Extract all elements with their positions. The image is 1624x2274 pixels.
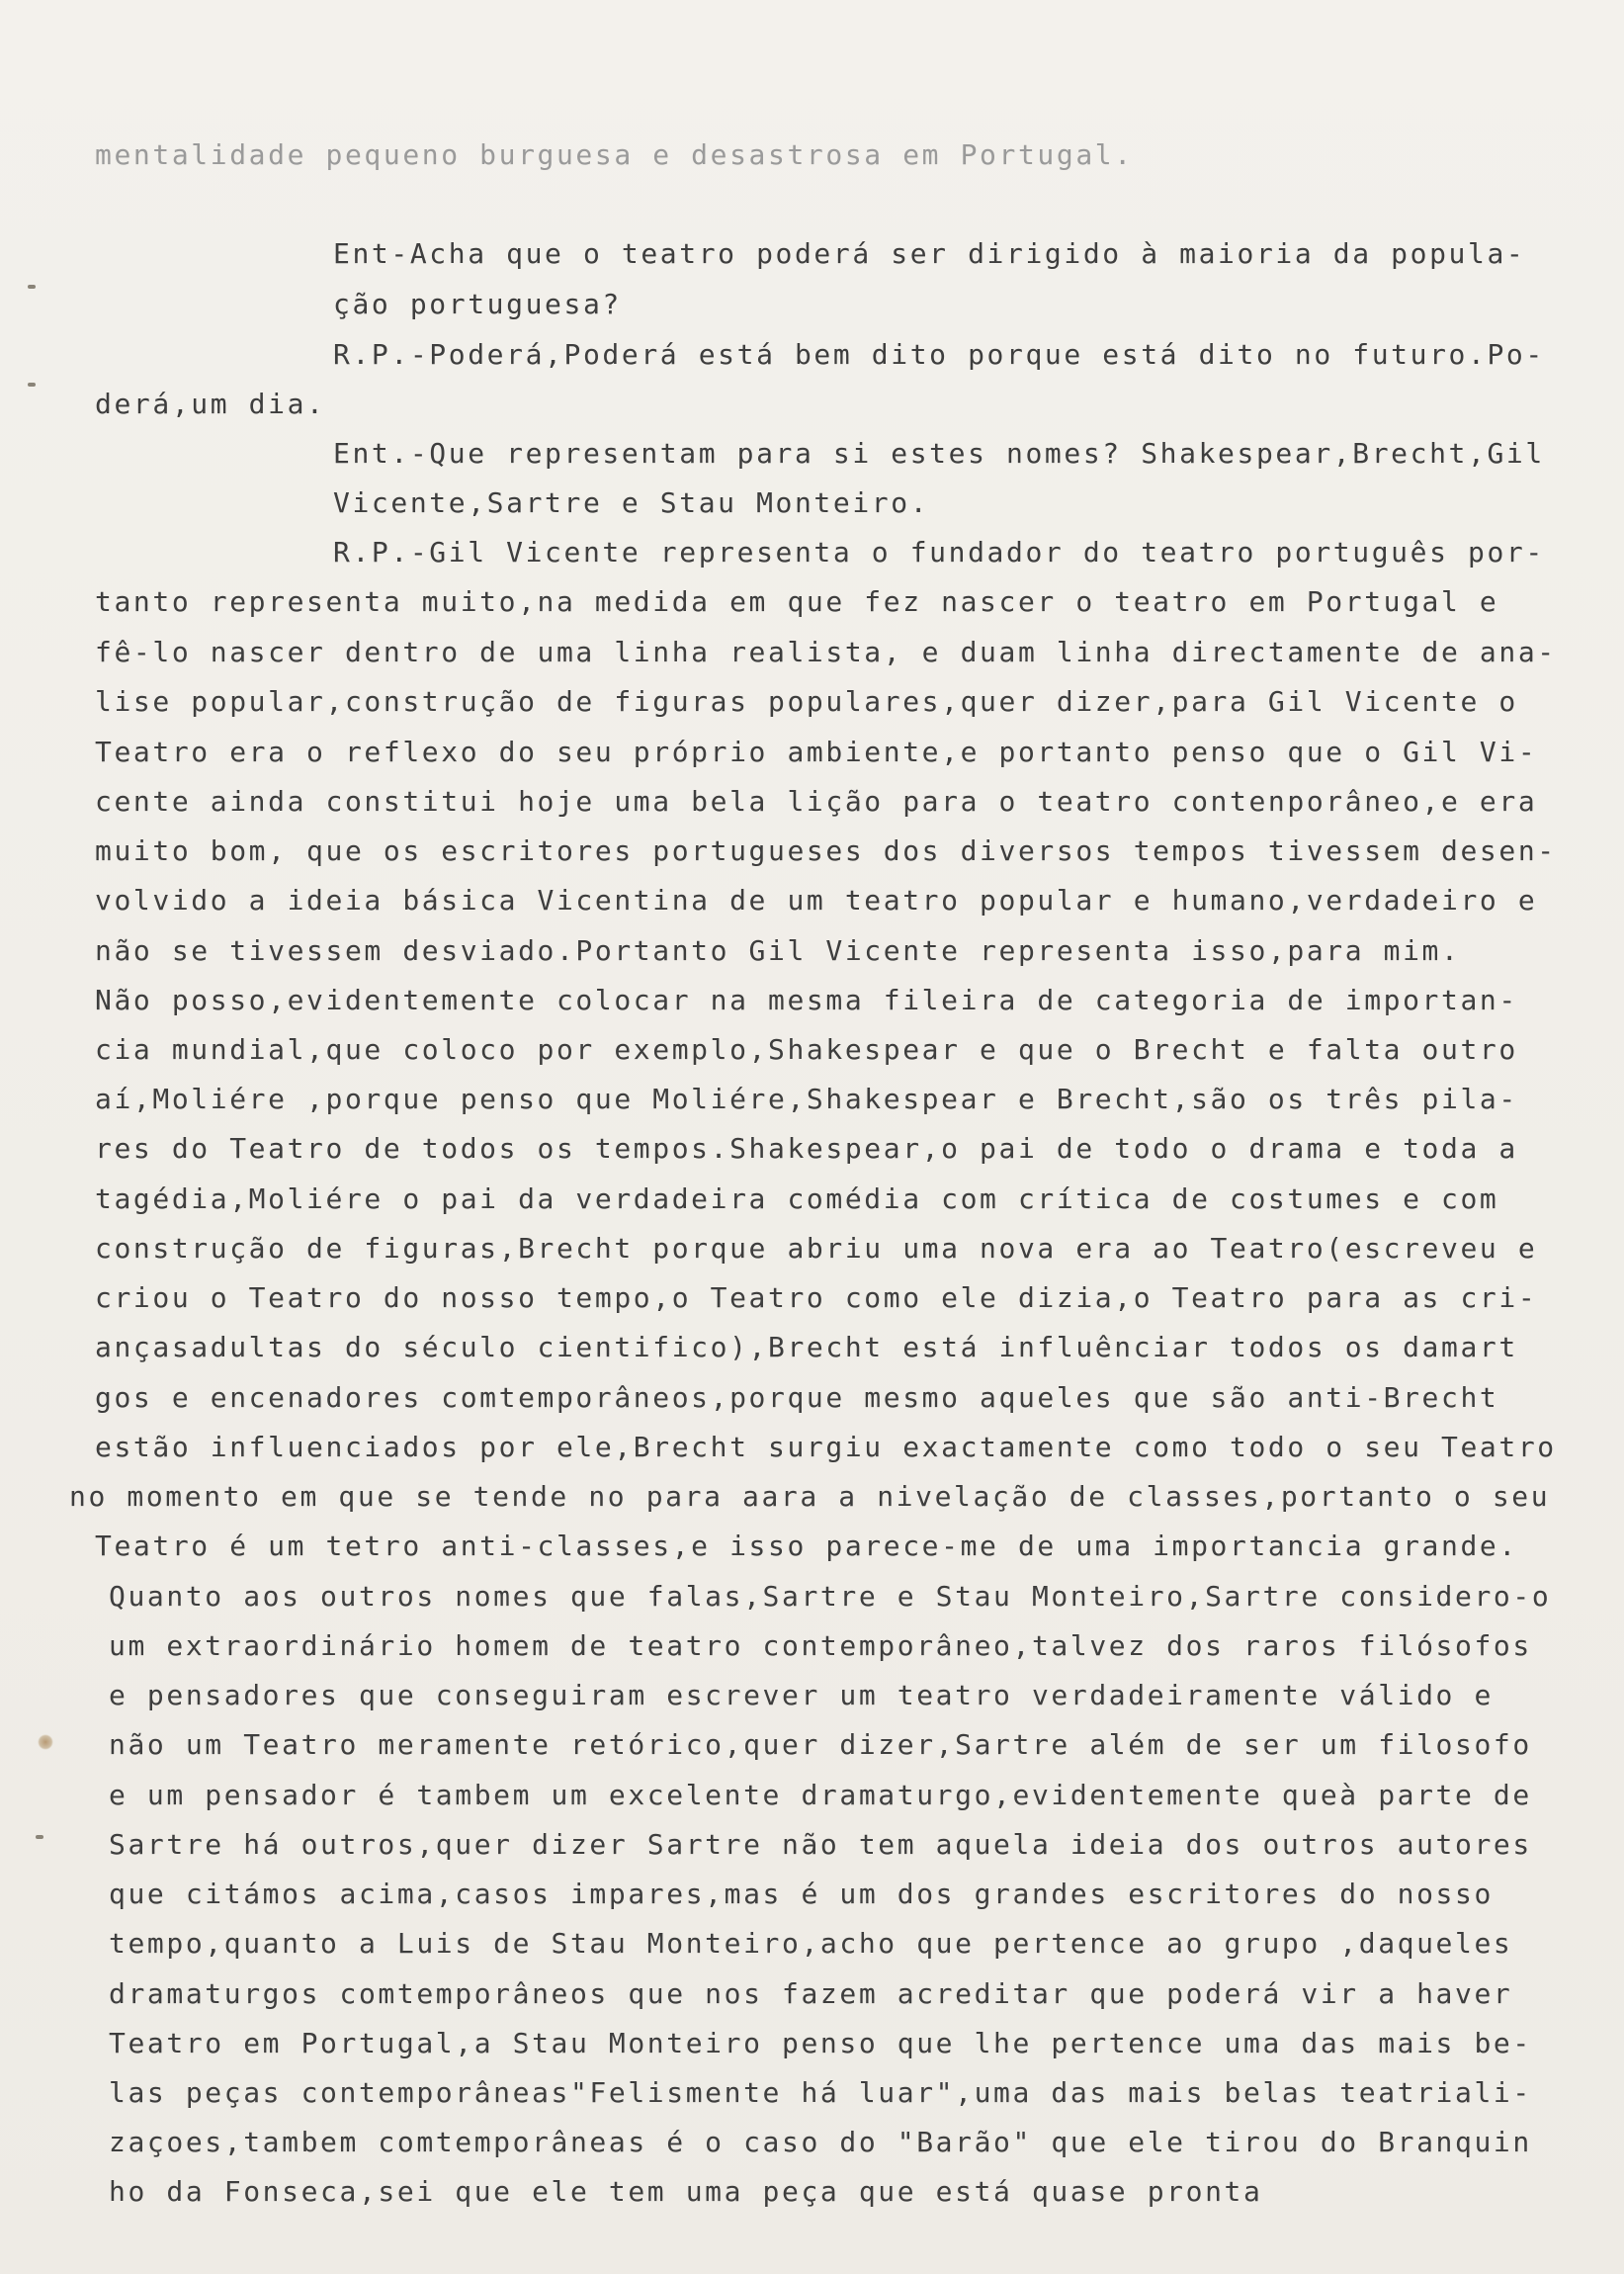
text-line: tanto representa muito,na medida em que fez nascer o teatro em Portugal e: [95, 585, 1499, 618]
text-line: volvido a ideia básica Vicentina de um teatro popular e humano,verdadeiro e: [95, 884, 1538, 917]
text-line: Teatro em Portugal,a Stau Monteiro penso que lhe pertence uma das mais be-: [109, 2027, 1532, 2059]
text-line: dramaturgos comtemporâneos que nos fazem acreditar que poderá vir a haver: [109, 1977, 1513, 2010]
text-line: cente ainda constitui hoje uma bela lição para o teatro contenporâneo,e era: [95, 785, 1538, 818]
text-line: muito bom, que os escritores portugueses dos diversos tempos tivessem desen-: [95, 834, 1557, 867]
text-line: Vicente,Sartre e Stau Monteiro.: [333, 486, 930, 519]
text-line: R.P.-Gil Vicente representa o fundador do teatro português por-: [333, 536, 1545, 568]
text-line: cia mundial,que coloco por exemplo,Shakespear e que o Brecht e falta outro: [95, 1033, 1518, 1066]
text-line: derá,um dia.: [95, 388, 326, 420]
text-line: mentalidade pequeno burguesa e desastrosa em Portugal.: [95, 138, 1134, 171]
text-line: gos e encenadores comtemporâneos,porque mesmo aqueles que são anti-Brecht: [95, 1381, 1499, 1414]
text-line: Não posso,evidentemente colocar na mesma fileira de categoria de importan-: [95, 984, 1518, 1016]
punch-hole: [38, 1734, 53, 1750]
text-line: zaçoes,tambem comtemporâneas é o caso do "Barão" que ele tirou do Branquin: [109, 2126, 1532, 2158]
text-line: Ent.-Que representam para si estes nomes? Shakespear,Brecht,Gil: [333, 437, 1545, 470]
text-line: lise popular,construção de figuras populares,quer dizer,para Gil Vicente o: [95, 685, 1518, 718]
text-line: aí,Moliére ,porque penso que Moliére,Shakespear e Brecht,são os três pila-: [95, 1083, 1518, 1115]
text-line: fê-lo nascer dentro de uma linha realista, e duam linha directamente de ana-: [95, 636, 1557, 668]
text-line: tagédia,Moliére o pai da verdadeira comédia com crítica de costumes e com: [95, 1182, 1499, 1215]
text-line: que citámos acima,casos impares,mas é um dos grandes escritores do nosso: [109, 1878, 1494, 1910]
text-line: Quanto aos outros nomes que falas,Sartre e Stau Monteiro,Sartre considero-o: [109, 1580, 1552, 1613]
text-line: um extraordinário homem de teatro contemporâneo,talvez dos raros filósofos: [109, 1629, 1532, 1662]
text-line: e um pensador é tambem um excelente dramaturgo,evidentemente queà parte de: [109, 1779, 1532, 1811]
text-line: Sartre há outros,quer dizer Sartre não tem aquela ideia dos outros autores: [109, 1828, 1532, 1861]
text-line: e pensadores que conseguiram escrever um teatro verdadeiramente válido e: [109, 1679, 1494, 1711]
text-line: res do Teatro de todos os tempos.Shakespear,o pai de todo o drama e toda a: [95, 1132, 1518, 1165]
text-line: R.P.-Poderá,Poderá está bem dito porque está dito no futuro.Po-: [333, 338, 1545, 371]
text-line: las peças contemporâneas"Felismente há luar",uma das mais belas teatriali-: [109, 2076, 1532, 2109]
text-line: no momento em que se tende no para aara a nivelação de classes,portanto o seu: [69, 1480, 1551, 1513]
text-line: ançasadultas do século cientifico),Brecht está influênciar todos os damart: [95, 1331, 1518, 1363]
text-line: não se tivessem desviado.Portanto Gil Vicente representa isso,para mim.: [95, 934, 1461, 967]
text-line: tempo,quanto a Luis de Stau Monteiro,acho que pertence ao grupo ,daqueles: [109, 1927, 1513, 1960]
text-line: ção portuguesa?: [333, 288, 622, 320]
text-line: criou o Teatro do nosso tempo,o Teatro como ele dizia,o Teatro para as cri-: [95, 1281, 1538, 1314]
text-line: ho da Fonseca,sei que ele tem uma peça que está quase pronta: [109, 2175, 1263, 2208]
text-line: Teatro era o reflexo do seu próprio ambiente,e portanto penso que o Gil Vi-: [95, 736, 1538, 768]
text-line: Teatro é um tetro anti-classes,e isso parece-me de uma importancia grande.: [95, 1530, 1518, 1562]
text-line: Ent-Acha que o teatro poderá ser dirigido à maioria da popula-: [333, 237, 1526, 270]
text-line: não um Teatro meramente retórico,quer dizer,Sartre além de ser um filosofo: [109, 1728, 1532, 1761]
margin-mark: [36, 1835, 43, 1839]
text-line: construção de figuras,Brecht porque abriu uma nova era ao Teatro(escreveu e: [95, 1232, 1538, 1265]
text-line: estão influenciados por ele,Brecht surgiu exactamente como todo o seu Teatro: [95, 1431, 1557, 1463]
